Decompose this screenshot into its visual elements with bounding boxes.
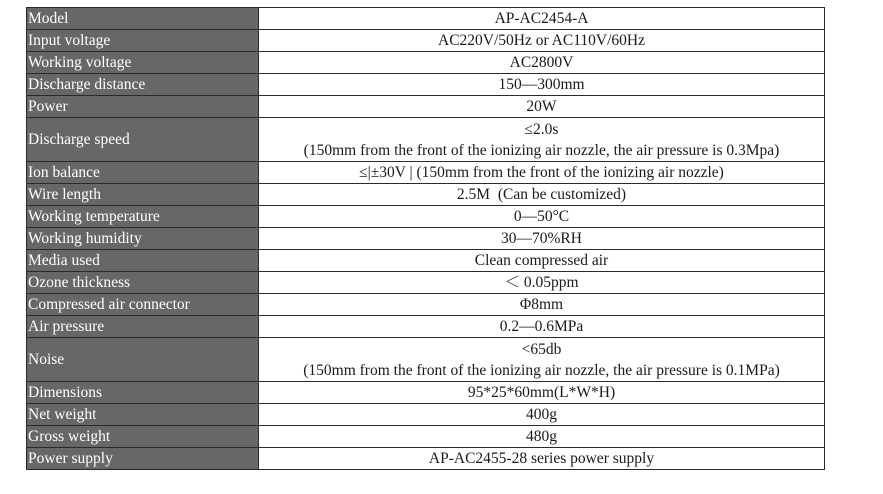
spec-value	[259, 338, 825, 382]
spec-row	[27, 162, 825, 184]
spec-value-line: ≤2.0s	[524, 120, 559, 138]
spec-label: Ozone thickness	[27, 272, 259, 294]
spec-row	[27, 404, 825, 426]
spec-table	[26, 7, 825, 470]
spec-value-line: 400g	[526, 406, 557, 423]
spec-value-line: ≤|±30V | (150mm from the front of the ionizing air nozzle)	[359, 164, 724, 181]
spec-value-line: AP-AC2454-A	[494, 10, 589, 27]
spec-label: Dimensions	[27, 382, 259, 404]
spec-value-line: 480g	[526, 428, 557, 445]
spec-value-line: ＜ 0.05ppm	[504, 274, 579, 291]
spec-label: Media used	[27, 250, 259, 272]
spec-value-line: (150mm from the front of the ionizing air nozzle, the air pressure is 0.1MPa)	[303, 361, 780, 379]
spec-value	[259, 52, 825, 74]
spec-label: Net weight	[27, 404, 259, 426]
spec-label: Power	[27, 96, 259, 118]
spec-row	[27, 206, 825, 228]
spec-value-line: Φ8mm	[519, 296, 564, 313]
spec-label: Working temperature	[27, 206, 259, 228]
spec-row	[27, 338, 825, 382]
spec-row	[27, 30, 825, 52]
spec-value	[259, 426, 825, 448]
spec-row	[27, 250, 825, 272]
spec-value-line: 0.2—0.6MPa	[499, 318, 584, 335]
spec-value	[259, 184, 825, 206]
spec-value-line: 0—50°C	[513, 208, 570, 225]
spec-row	[27, 118, 825, 162]
spec-row	[27, 448, 825, 470]
spec-value-line: Clean compressed air	[474, 252, 609, 269]
spec-value-line: 2.5M (Can be customized)	[456, 186, 627, 203]
spec-label: Wire length	[27, 184, 259, 206]
spec-value	[259, 30, 825, 52]
spec-value	[259, 162, 825, 184]
spec-label: Input voltage	[27, 30, 259, 52]
spec-label: Discharge speed	[27, 118, 259, 162]
spec-value-line: 30—70%RH	[501, 230, 582, 247]
spec-value	[259, 206, 825, 228]
spec-row	[27, 272, 825, 294]
spec-value-line: 150—300mm	[498, 76, 585, 93]
spec-label: Working humidity	[27, 228, 259, 250]
spec-row	[27, 96, 825, 118]
spec-value-line: 20W	[526, 98, 557, 115]
spec-value	[259, 294, 825, 316]
spec-row	[27, 294, 825, 316]
spec-table-body	[27, 8, 825, 470]
spec-value	[259, 96, 825, 118]
spec-value	[259, 228, 825, 250]
spec-row	[27, 316, 825, 338]
spec-row	[27, 426, 825, 448]
spec-value	[259, 8, 825, 30]
spec-label: Air pressure	[27, 316, 259, 338]
spec-label: Power supply	[27, 448, 259, 470]
spec-value	[259, 448, 825, 470]
spec-row	[27, 228, 825, 250]
spec-value-line: (150mm from the front of the ionizing air nozzle, the air pressure is 0.3Mpa)	[303, 141, 780, 159]
spec-label: Compressed air connector	[27, 294, 259, 316]
spec-value	[259, 404, 825, 426]
spec-row	[27, 74, 825, 96]
spec-row	[27, 8, 825, 30]
spec-value-line: AC220V/50Hz or AC110V/60Hz	[438, 32, 645, 49]
spec-label: Ion balance	[27, 162, 259, 184]
spec-value	[259, 74, 825, 96]
spec-row	[27, 184, 825, 206]
spec-label: Gross weight	[27, 426, 259, 448]
spec-label: Working voltage	[27, 52, 259, 74]
spec-value	[259, 382, 825, 404]
spec-value-line: AP-AC2455-28 series power supply	[428, 450, 655, 467]
spec-row	[27, 382, 825, 404]
spec-value-line: 95*25*60mm(L*W*H)	[467, 384, 616, 401]
spec-value	[259, 272, 825, 294]
spec-value-line: <65db	[521, 340, 562, 358]
spec-value-line: AC2800V	[509, 54, 574, 71]
spec-label: Discharge distance	[27, 74, 259, 96]
spec-value	[259, 316, 825, 338]
spec-label: Model	[27, 8, 259, 30]
spec-value	[259, 250, 825, 272]
spec-label: Noise	[27, 338, 259, 382]
spec-value	[259, 118, 825, 162]
spec-row	[27, 52, 825, 74]
